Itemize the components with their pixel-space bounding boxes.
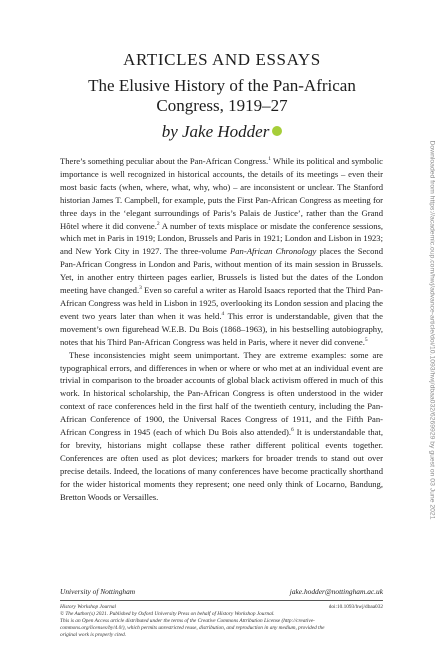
text-run: There’s something peculiar about the Pan-African Congress.: [60, 156, 269, 166]
doi-link[interactable]: doi:10.1093/hwj/dbaa032: [328, 604, 383, 610]
license-line-3: original work is properly cited.: [60, 631, 127, 638]
page-footer: [60, 604, 383, 639]
footnote-ref[interactable]: 2: [156, 220, 160, 227]
download-notice: Downloaded from https://academic.oup.com/hwj/advance-article/doi/10.1093/hwj/dbaa032/6269929 by guest on 03 June 2021: [428, 140, 436, 520]
section-label: ARTICLES AND ESSAYS: [123, 50, 321, 69]
license-line-2: commons.org/licenses/by/4.0/), which permits unrestricted reuse, distribution, and reproduction in any medium, provided the: [60, 624, 325, 631]
download-watermark: [422, 90, 442, 570]
author-name: by Jake Hodder: [161, 122, 270, 141]
footnote-ref[interactable]: 5: [364, 336, 368, 343]
text-run: A number of texts misplace or misdate the conference sessions, which met in Paris in 1919; London, Brussels and Paris in 1921; London and Lisbon in 1923; and New York City in 1927. The three-volume: [60, 220, 384, 257]
text-run: While its political and symbolic importance is well recognized in historical accounts, the details of its meetings – even their most basic facts (when, where, what, why, who) – are inconsistent or unclear. The Stanford historian James T. Campbell, for example, puts the First Pan-African Congress as meeting for three days in the ‘elegant surroundings of Paris’s Palais de Justice’, rather than the Grand Hôtel where it did convene.: [60, 156, 383, 231]
text-run: This error is understandable, given that the movement’s own figurehead W.E.B. Du Bois (1868–1963), in his bestselling autobiography, notes that his Third Pan-African Congress was held in Paris, where it never did convene.: [60, 310, 383, 347]
article-title: [60, 76, 384, 116]
affiliation-line: [60, 587, 383, 596]
footnote-ref[interactable]: 1: [268, 156, 271, 162]
paragraph-1: [60, 155, 383, 349]
author-affiliation: University of Nottingham: [60, 587, 136, 596]
orcid-icon[interactable]: [272, 126, 282, 136]
text-run: It is understandable that, for brevity, historians might collapse these rather different political events together. Conferences are often used as plot devices; markers for broader trends to stand out over precise details. Indeed, the locations of many conferences have become practically shorthand for the wider historical moments they represent; one need only think of Locarno, Bandung, Bretton Woods or Versailles.: [60, 427, 383, 502]
copyright-notice: © The Author(s) 2021. Published by Oxford University Press on behalf of History Workshop Journal.: [60, 610, 275, 617]
footnote-ref[interactable]: 4: [221, 310, 225, 317]
text-run: These inconsistencies might seem unimportant. They are extreme examples: some are typographical errors, and differences in when or where or who met at an individual event are trivial in comparison to the broader accounts of global black activism offered in much of this work. In historical scholarship, the Pan-African Congress is often understood in the wider context of race conferences held in the first half of the twentieth century, including the Pan-African Conference of 1900, the Universal Races Congress of 1911, and the Fifth Pan-African Congress in 1945 (each of which Du Bois also attended).: [60, 349, 383, 438]
footnote-ref[interactable]: 6: [291, 427, 294, 434]
paragraph-2: [60, 349, 383, 504]
italic-title: Pan-African Chronology: [229, 246, 317, 257]
license-line-1: This is an Open Access article distributed under the terms of the Creative Commons Attribution License (http://creative-: [60, 617, 315, 624]
title-line-1: The Elusive History of the Pan-African: [88, 76, 356, 95]
author-email[interactable]: jake.hodder@nottingham.ac.uk: [289, 587, 383, 596]
text-run: places the Second Pan-African Congress in London and Paris, without mention of its main session in Brussels. Yet, in another entry thirteen pages earlier, Brussels is listed but the dates of the London meeting have changed.: [60, 246, 383, 296]
footer-divider: [60, 600, 383, 601]
text-run: Even so careful a writer as Harold Isaacs reported that the Third Pan-African Congress was held in Lisbon in 1925, overlooking its London session and placing the event two years later than when it was held.: [60, 285, 383, 321]
article-body: [60, 155, 383, 503]
author-byline: [60, 122, 384, 142]
journal-name: History Workshop Journal: [60, 604, 117, 610]
footnote-ref[interactable]: 3: [139, 285, 142, 292]
title-line-2: Congress, 1919–27: [156, 96, 288, 115]
